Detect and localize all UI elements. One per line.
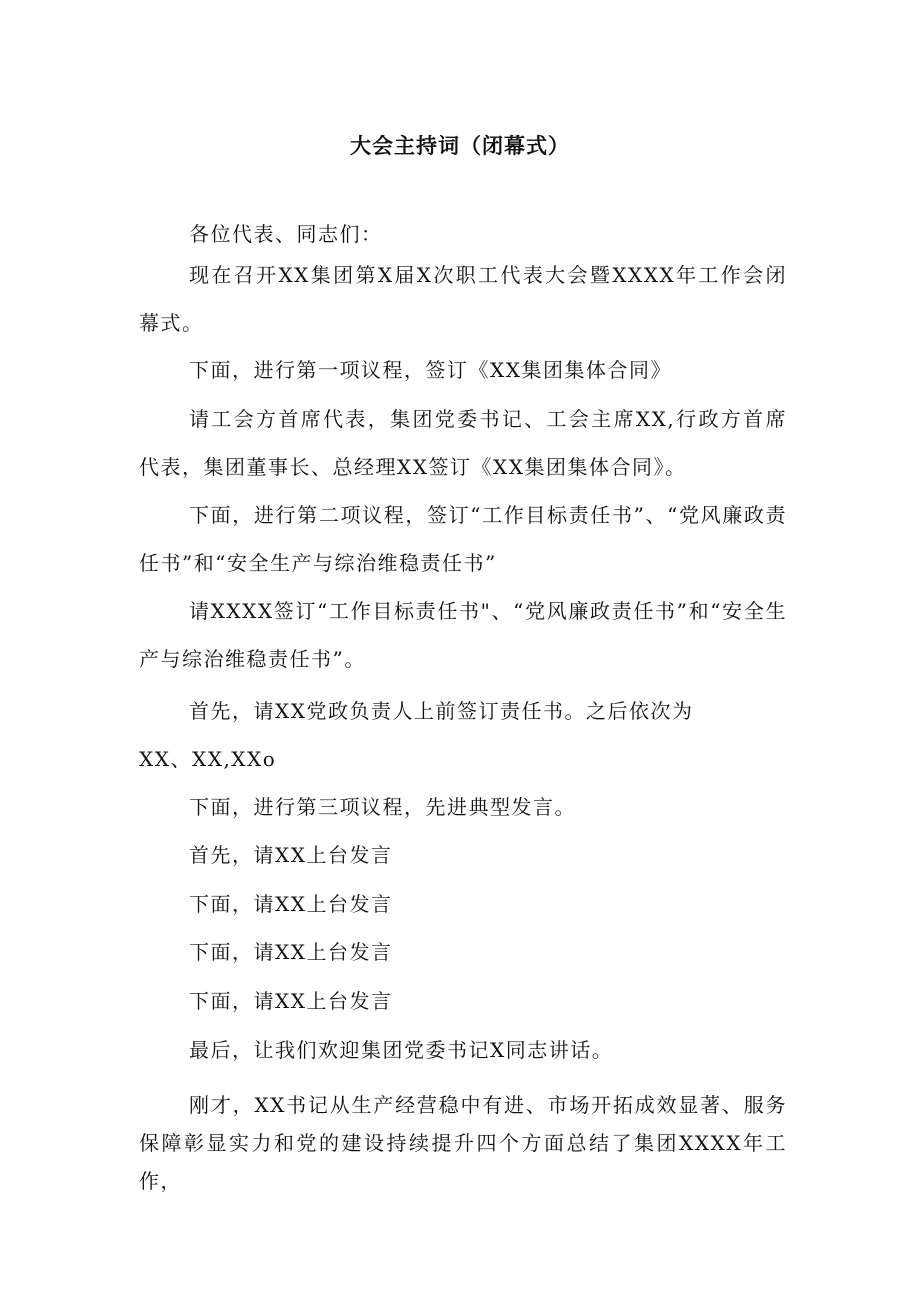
paragraph-agenda-3: 下面，进行第三项议程，先进典型发言。 xyxy=(189,795,576,819)
paragraph-speaker-3: 下面，请XX上台发言 xyxy=(189,940,393,964)
paragraph-sign-order: 首先，请XX党政负责人上前签订责任书。之后依次为 xyxy=(189,699,694,723)
paragraph-opening: 现在召开XX集团第X届X次职工代表大会暨XXXX年工作会闭幕式。 xyxy=(139,263,787,335)
document-title: 大会主持词（闭幕式） xyxy=(350,133,570,158)
paragraph-summary: 刚才，XX书记从生产经营稳中有进、市场开拓成效显著、服务保障彰显实力和党的建设持续提升四个方面总结了集团XXXX年工作， xyxy=(139,1093,787,1193)
paragraph-greeting: 各位代表、同志们： xyxy=(189,222,383,246)
paragraph-secretary-speech: 最后，让我们欢迎集团党委书记X同志讲话。 xyxy=(189,1038,614,1062)
paragraph-agenda-1: 下面，进行第一项议程，签订《XX集团集体合同》 xyxy=(189,358,672,382)
paragraph-sign-names: XX、XX,XXo xyxy=(139,747,277,771)
paragraph-responsibility-signing: 请XXXX签订“工作目标责任书"、“党风廉政责任书”和“安全生产与综治维稳责任书”。 xyxy=(139,599,787,671)
paragraph-agenda-2: 下面，进行第二项议程，签订“工作目标责任书”、“党风廉政责任书”和“安全生产与综治维稳责任书” xyxy=(139,503,787,575)
paragraph-speaker-2: 下面，请XX上台发言 xyxy=(189,892,393,916)
paragraph-speaker-4: 下面，请XX上台发言 xyxy=(189,989,393,1013)
paragraph-contract-signing: 请工会方首席代表，集团党委书记、工会主席XX,行政方首席代表，集团董事长、总经理XX签订《XX集团集体合同》。 xyxy=(139,407,787,479)
paragraph-speaker-1: 首先，请XX上台发言 xyxy=(189,843,393,867)
